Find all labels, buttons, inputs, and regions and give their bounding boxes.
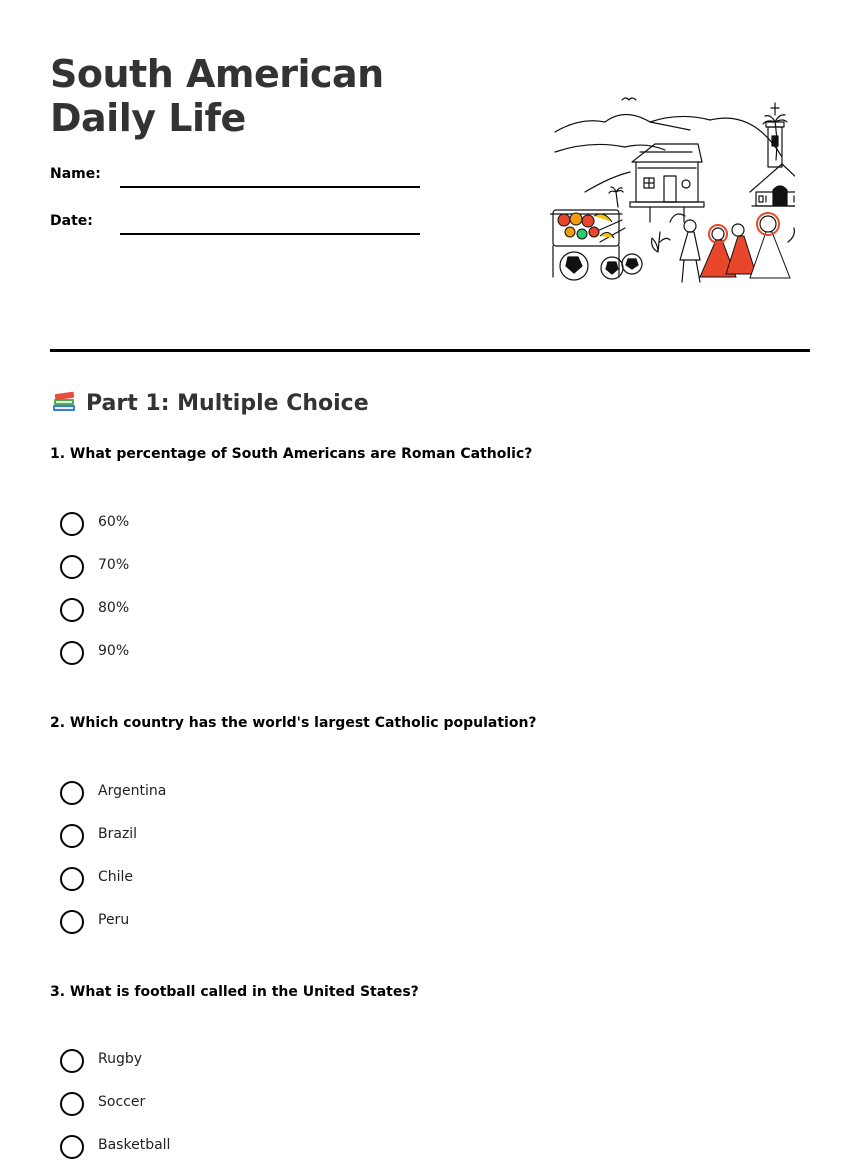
option-label: 90% [98, 643, 130, 659]
date-input-line[interactable] [120, 233, 420, 235]
name-label: Name: [50, 166, 101, 182]
question-2-option-d[interactable] [60, 910, 360, 936]
radio-button[interactable] [60, 910, 84, 934]
south-america-village-illustration-icon [550, 92, 795, 292]
date-field [50, 213, 420, 237]
date-label: Date: [50, 213, 93, 229]
question-1-option-b[interactable] [60, 555, 360, 581]
option-label: Peru [98, 912, 130, 928]
header-divider [50, 349, 810, 352]
radio-button[interactable] [60, 781, 84, 805]
option-label: 70% [98, 557, 130, 573]
question-3-text: 3. What is football called in the United States? [50, 984, 419, 1000]
question-2-option-a[interactable] [60, 781, 360, 807]
question-3-option-b[interactable] [60, 1092, 360, 1118]
option-label: Soccer [98, 1094, 146, 1110]
option-label: Rugby [98, 1051, 143, 1067]
worksheet-title: South American Daily Life [50, 52, 384, 140]
question-3-option-a[interactable] [60, 1049, 360, 1075]
worksheet-page [50, 0, 810, 1161]
radio-button[interactable] [60, 1135, 84, 1159]
question-3-option-c[interactable] [60, 1135, 360, 1161]
question-1-text: 1. What percentage of South Americans are Roman Catholic? [50, 446, 533, 462]
question-1-option-d[interactable] [60, 641, 360, 667]
part1-heading-text: Part 1: Multiple Choice [86, 391, 369, 416]
radio-button[interactable] [60, 867, 84, 891]
option-label: Chile [98, 869, 134, 885]
radio-button[interactable] [60, 555, 84, 579]
radio-button[interactable] [60, 512, 84, 536]
option-label: 60% [98, 514, 130, 530]
question-2-text: 2. Which country has the world's largest Catholic population? [50, 715, 537, 731]
question-1-option-a[interactable] [60, 512, 360, 538]
part1-heading [50, 388, 369, 420]
question-2-option-b[interactable] [60, 824, 360, 850]
name-input-line[interactable] [120, 186, 420, 188]
option-label: Argentina [98, 783, 167, 799]
radio-button[interactable] [60, 824, 84, 848]
name-field [50, 166, 420, 190]
option-label: Brazil [98, 826, 138, 842]
books-icon [50, 388, 78, 416]
question-1-option-c[interactable] [60, 598, 360, 624]
option-label: Basketball [98, 1137, 171, 1153]
radio-button[interactable] [60, 1092, 84, 1116]
radio-button[interactable] [60, 1049, 84, 1073]
radio-button[interactable] [60, 598, 84, 622]
option-label: 80% [98, 600, 130, 616]
radio-button[interactable] [60, 641, 84, 665]
question-2-option-c[interactable] [60, 867, 360, 893]
